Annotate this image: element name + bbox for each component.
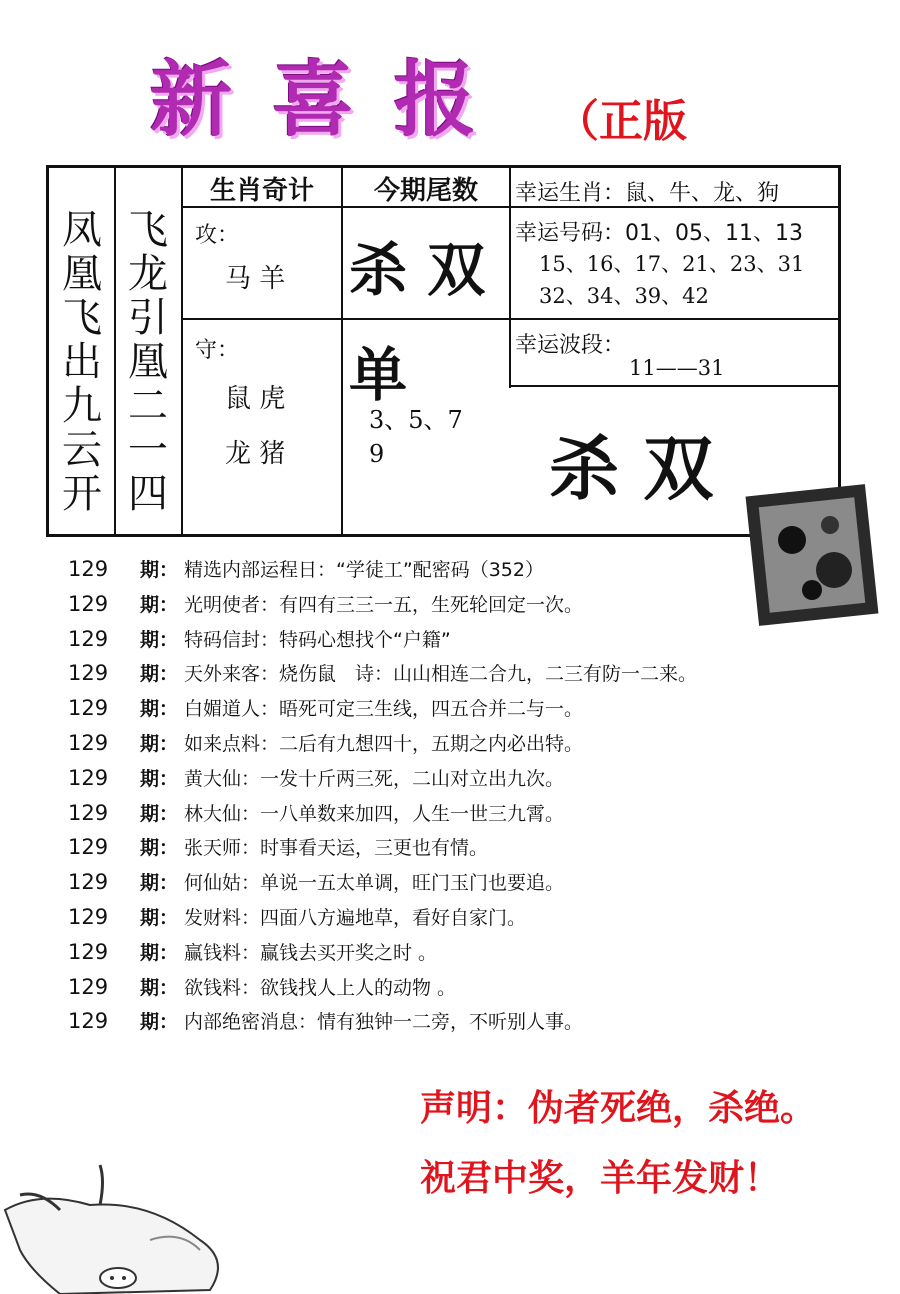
declaration: 声明：伪者死绝，杀绝。 — [420, 1087, 817, 1129]
prediction-line — [68, 625, 451, 659]
period-suffix: 期： — [140, 976, 179, 999]
period-number: 129 — [68, 870, 109, 895]
lucky-numbers-row3: 32、34、39、42 — [539, 284, 709, 308]
period-number: 129 — [68, 1009, 109, 1034]
period-number: 129 — [68, 557, 109, 581]
prediction-line — [68, 833, 488, 867]
seal-stamp — [742, 480, 882, 630]
defend-values-1: 鼠 虎 — [225, 384, 286, 414]
period-suffix: 期： — [140, 663, 179, 686]
divider — [181, 168, 183, 534]
period-suffix: 期： — [140, 872, 179, 895]
info-table — [46, 165, 841, 537]
prediction-text: 特码信封：特码心想找个“户籍” — [184, 628, 451, 651]
prediction-text: 白媚道人：晤死可定三生线，四五合并二与一。 — [184, 698, 584, 721]
period-suffix: 期： — [140, 733, 179, 755]
divider — [341, 168, 343, 534]
prediction-text: 内部绝密消息：情有独钟一二旁，不听别人事。 — [184, 1011, 584, 1034]
period-number: 129 — [68, 905, 109, 929]
lucky-zodiac: 幸运生肖：鼠、牛、龙、狗 — [515, 181, 780, 206]
prediction-line — [68, 973, 456, 1007]
divider — [114, 168, 116, 534]
prediction-line — [68, 555, 544, 589]
prediction-line — [68, 938, 437, 972]
attack-label: 攻： — [195, 223, 240, 248]
edition-label: （正版 — [555, 96, 687, 147]
zodiac-plan-header: 生肖奇计 — [209, 176, 314, 206]
divider — [509, 385, 841, 387]
period-number: 129 — [68, 591, 109, 616]
period-number: 129 — [68, 939, 109, 964]
period-suffix: 期： — [140, 941, 179, 964]
prediction-text: 光明使者：有四有三三一五，生死轮回定一次。 — [184, 593, 584, 616]
prediction-line — [68, 694, 583, 728]
lucky-range-label: 幸运波段： — [515, 333, 626, 358]
prediction-line — [68, 729, 583, 763]
period-suffix: 期： — [140, 907, 179, 929]
period-number: 129 — [68, 800, 109, 825]
period-suffix: 期： — [140, 802, 179, 825]
vertical-slogan-2: 飞龙引凰二一四 — [128, 207, 168, 517]
prediction-line — [68, 590, 583, 624]
period-number: 129 — [68, 974, 109, 999]
single-numbers-2: 9 — [369, 440, 385, 468]
prediction-line — [68, 1007, 583, 1041]
attack-values: 马 羊 — [225, 264, 286, 294]
prediction-line — [68, 764, 564, 798]
lucky-range: 11——31 — [629, 356, 725, 380]
page-title: 新喜报 — [150, 52, 517, 148]
lucky-numbers-row2: 15、16、17、21、23、31 — [539, 252, 805, 276]
prediction-text: 赢钱料：赢钱去买开奖之时 。 — [184, 941, 438, 964]
period-suffix: 期： — [140, 1011, 179, 1034]
period-suffix: 期： — [140, 767, 179, 790]
prediction-text: 发财料：四面八方遍地草，看好自家门。 — [184, 907, 527, 929]
period-suffix: 期： — [140, 628, 179, 651]
divider — [509, 318, 841, 320]
blessing: 祝君中奖，羊年发财！ — [420, 1157, 781, 1199]
period-number: 129 — [68, 731, 109, 755]
period-number: 129 — [68, 661, 109, 686]
prediction-text: 精选内部运程日：“学徒工”配密码（352） — [184, 559, 544, 581]
period-number: 129 — [68, 626, 109, 651]
prediction-text: 林大仙：一八单数来加四，人生一世三九霄。 — [184, 802, 565, 825]
period-number: 129 — [68, 835, 109, 860]
prediction-line — [68, 903, 526, 937]
divider — [509, 168, 511, 388]
single-numbers: 3、5、7 — [369, 406, 463, 434]
prediction-text: 天外来客：烧伤鼠 诗：山山相连二合九，二三有防一二来。 — [184, 663, 698, 686]
prediction-line — [68, 799, 564, 833]
single-label: 单 — [349, 341, 408, 409]
period-number: 129 — [68, 696, 109, 721]
period-suffix: 期： — [140, 559, 179, 581]
big-kill: 杀 双 — [549, 428, 714, 510]
prediction-line — [68, 868, 564, 902]
vertical-slogan-1: 凤凰飞出九云开 — [62, 207, 102, 517]
prediction-text: 张天师：时事看天运，三更也有情。 — [184, 837, 489, 860]
tail-number-header: 今期尾数 — [373, 176, 478, 206]
period-suffix: 期： — [140, 698, 179, 721]
tail-kill: 杀 双 — [349, 236, 486, 304]
divider — [181, 318, 509, 320]
period-number: 129 — [68, 765, 109, 790]
prediction-text: 如来点料：二后有九想四十，五期之内必出特。 — [184, 733, 584, 755]
ox-illustration — [0, 1150, 250, 1294]
period-suffix: 期： — [140, 837, 179, 860]
defend-label: 守： — [195, 338, 240, 363]
prediction-text: 欲钱料：欲钱找人上人的动物 。 — [184, 976, 457, 999]
prediction-line — [68, 659, 697, 693]
prediction-text: 黄大仙：一发十斤两三死，二山对立出九次。 — [184, 767, 565, 790]
period-suffix: 期： — [140, 593, 179, 616]
defend-values-2: 龙 猪 — [225, 439, 286, 469]
lucky-numbers: 幸运号码：01、05、11、13 — [515, 221, 803, 246]
prediction-text: 何仙姑：单说一五太单调，旺门玉门也要追。 — [184, 872, 565, 895]
